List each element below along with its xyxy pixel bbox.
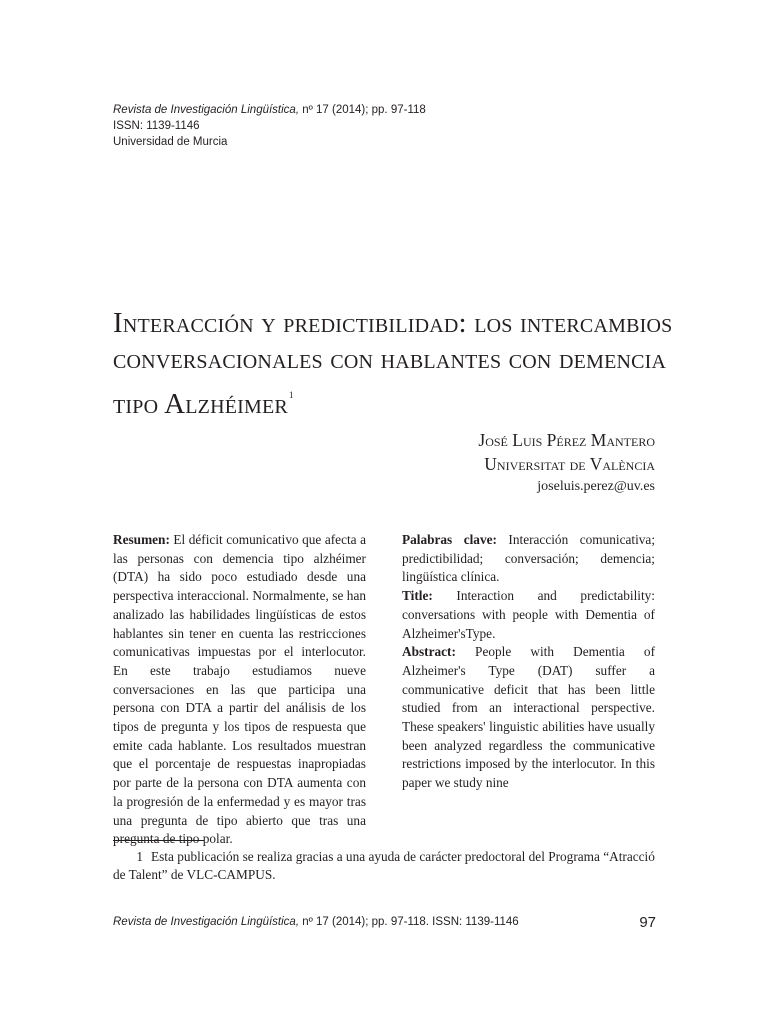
journal-header	[113, 102, 426, 150]
english-title-paragraph	[402, 587, 655, 643]
english-title-label: Title:	[402, 588, 433, 604]
journal-university: Universidad de Murcia	[113, 136, 228, 148]
palabras-clave-paragraph	[402, 531, 655, 587]
english-title-text: Interaction and predictability: conversations with people with Dementia of Alzheimer'sType.	[402, 588, 656, 641]
article-title-text: Interacción y predictibilidad: los intercambios conversacionales con hablantes con demencia tipo Alzhéimer	[113, 307, 673, 420]
author-block	[478, 428, 655, 498]
footer-journal-details: nº 17 (2014); pp. 97-118. ISSN: 1139-1146	[299, 916, 519, 928]
palabras-clave-text: Interacción comunicativa; predictibilidad; conversación; demencia; lingüística clínica.	[402, 532, 656, 585]
author-name: José Luis Pérez Mantero	[478, 430, 655, 450]
title-footnote-ref[interactable]: 1	[288, 390, 294, 400]
article-title	[113, 305, 673, 422]
page-footer	[113, 914, 656, 932]
footnote	[113, 848, 656, 884]
resumen-paragraph	[113, 531, 366, 849]
journal-issn: ISSN: 1139-1146	[113, 120, 200, 132]
author-email[interactable]: joseluis.perez@uv.es	[537, 479, 655, 494]
footer-journal-name: Revista de Investigación Lingüística,	[113, 916, 300, 928]
abstract-column-left	[113, 531, 366, 849]
english-abstract-label: Abstract:	[402, 644, 456, 660]
resumen-label: Resumen:	[113, 532, 170, 547]
resumen-text: El déficit comunicativo que afecta a las personas con demencia tipo alzhéimer (DTA) ha sido poco estudiado desde una perspectiva interaccional. Normalmente, se han analizado las habilidades lingüísticas de estos hablantes sin tener en cuenta las restricciones comunicativas impuestas por el interlocutor. En este trabajo estudiamos nueve conversaciones en las que participa una persona con DTA a partir del análisis de los tipos de pregunta y los tipos de respuesta que emite cada hablante. Los resultados muestran que el porcentaje de respuestas inapropiadas por parte de la persona con DTA aumenta con la progresión de la enfermedad y es mayor tras una pregunta de tipo abierto que tras una pregunta de tipo polar.	[113, 532, 367, 847]
footnote-text: Esta publicación se realiza gracias a una ayuda de carácter predoctoral del Programa “Atracció de Talent” de VLC-CAMPUS.	[113, 849, 655, 882]
english-abstract-paragraph	[402, 643, 655, 793]
page-number: 97	[639, 914, 656, 931]
footnote-number: 1	[136, 849, 143, 864]
footer-citation	[113, 916, 519, 928]
journal-citation	[113, 102, 426, 118]
abstract-column-right	[402, 531, 655, 793]
english-abstract-text: People with Dementia of Alzheimer's Type (DAT) suffer a communicative deficit that has been little studied from an interactional perspective. These speakers' linguistic abilities have usually been analyzed regardless the communicative restrictions imposed by the interlocutor. In this paper we study nine	[402, 644, 655, 791]
journal-name: Revista de Investigación Lingüística,	[113, 104, 300, 116]
palabras-clave-label: Palabras clave:	[402, 532, 497, 547]
journal-issue: nº 17 (2014); pp. 97-118	[299, 104, 426, 116]
footnote-rule	[113, 840, 204, 841]
author-affiliation: Universitat de València	[484, 454, 655, 474]
